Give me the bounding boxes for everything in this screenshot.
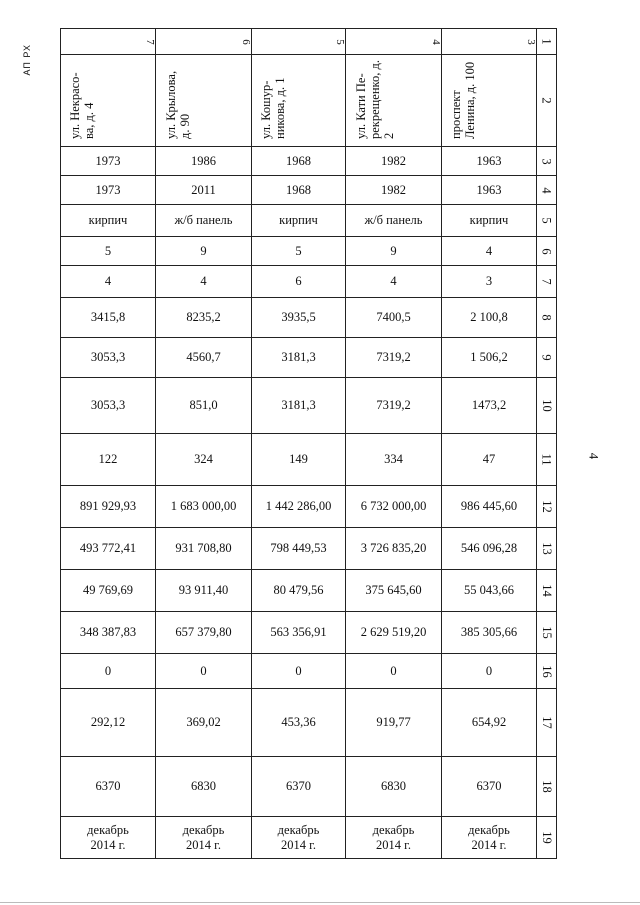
table-cell: декабрь 2014 г. bbox=[156, 817, 252, 859]
row-number bbox=[537, 612, 557, 654]
row-number-label: 6 bbox=[540, 247, 554, 255]
table-cell: 4 bbox=[442, 237, 537, 266]
row-number bbox=[537, 757, 557, 817]
table-cell: 324 bbox=[156, 434, 252, 486]
row-number-label: 1 bbox=[540, 38, 554, 45]
row-number-label: 10 bbox=[540, 399, 554, 412]
column-number bbox=[252, 29, 346, 55]
table-cell: 1 506,2 bbox=[442, 338, 537, 378]
table-cell: 3415,8 bbox=[61, 298, 156, 338]
row-number bbox=[537, 205, 557, 237]
table-row bbox=[61, 757, 557, 817]
column-number-label: 7 bbox=[143, 39, 156, 45]
table-cell: 4560,7 bbox=[156, 338, 252, 378]
table-cell: 453,36 bbox=[252, 689, 346, 757]
table-cell: 1986 bbox=[156, 147, 252, 176]
row-number bbox=[537, 486, 557, 528]
table-row bbox=[61, 486, 557, 528]
row-number bbox=[537, 338, 557, 378]
table-cell: 891 929,93 bbox=[61, 486, 156, 528]
row-number bbox=[537, 55, 557, 147]
table-cell: 0 bbox=[346, 654, 442, 689]
row-number-label: 13 bbox=[540, 542, 554, 555]
column-number bbox=[442, 29, 537, 55]
table-cell: 3 726 835,20 bbox=[346, 528, 442, 570]
table-cell: 0 bbox=[61, 654, 156, 689]
table-cell: 1 442 286,00 bbox=[252, 486, 346, 528]
table-cell: 1963 bbox=[442, 147, 537, 176]
row-number-label: 12 bbox=[540, 500, 554, 513]
address-text: ул. Кати Пе-рекрещенко, д. 2 bbox=[353, 60, 396, 139]
table-cell: 2011 bbox=[156, 176, 252, 205]
column-number-label: 5 bbox=[333, 39, 346, 45]
table-cell: ж/б панель bbox=[156, 205, 252, 237]
row-number-label: 9 bbox=[540, 354, 554, 361]
address-cell bbox=[156, 55, 252, 147]
table-row bbox=[61, 654, 557, 689]
row-number bbox=[537, 654, 557, 689]
table-cell: 546 096,28 bbox=[442, 528, 537, 570]
table-cell: 493 772,41 bbox=[61, 528, 156, 570]
table-cell: декабрь 2014 г. bbox=[61, 817, 156, 859]
address-text: проспект Ленина, д. 100 bbox=[449, 61, 477, 139]
row-number-label: 11 bbox=[539, 453, 554, 466]
table-row bbox=[61, 55, 557, 147]
row-number bbox=[537, 298, 557, 338]
table-cell: 6370 bbox=[61, 757, 156, 817]
table-cell: 6370 bbox=[252, 757, 346, 817]
table-cell: 931 708,80 bbox=[156, 528, 252, 570]
table-cell: 1982 bbox=[346, 176, 442, 205]
table-row bbox=[61, 612, 557, 654]
row-number-label: 7 bbox=[540, 278, 554, 285]
table-cell: кирпич bbox=[61, 205, 156, 237]
table-row bbox=[61, 570, 557, 612]
table-cell: 3935,5 bbox=[252, 298, 346, 338]
table-cell: 654,92 bbox=[442, 689, 537, 757]
table-cell: 851,0 bbox=[156, 378, 252, 434]
table-cell: 1973 bbox=[61, 176, 156, 205]
page-edge-line bbox=[0, 902, 640, 903]
row-number-label: 18 bbox=[540, 780, 554, 793]
table-cell: 1973 bbox=[61, 147, 156, 176]
table-cell: 657 379,80 bbox=[156, 612, 252, 654]
table-cell: 122 bbox=[61, 434, 156, 486]
column-number bbox=[156, 29, 252, 55]
table-row bbox=[61, 147, 557, 176]
table-cell: 0 bbox=[442, 654, 537, 689]
table-cell: 55 043,66 bbox=[442, 570, 537, 612]
table-row bbox=[61, 378, 557, 434]
table-cell: 563 356,91 bbox=[252, 612, 346, 654]
table-cell: 1968 bbox=[252, 176, 346, 205]
table-cell: 375 645,60 bbox=[346, 570, 442, 612]
table-row bbox=[61, 266, 557, 298]
table-cell: кирпич bbox=[252, 205, 346, 237]
address-cell bbox=[442, 55, 537, 147]
table-cell: 6830 bbox=[346, 757, 442, 817]
table-cell: 3 bbox=[442, 266, 537, 298]
table-cell: декабрь 2014 г. bbox=[252, 817, 346, 859]
table-cell: 49 769,69 bbox=[61, 570, 156, 612]
page-number: 4 bbox=[586, 452, 602, 460]
table-cell: 1 683 000,00 bbox=[156, 486, 252, 528]
row-number bbox=[537, 570, 557, 612]
table-cell: 6 bbox=[252, 266, 346, 298]
row-number bbox=[537, 266, 557, 298]
table-cell: 6370 bbox=[442, 757, 537, 817]
table-row bbox=[61, 434, 557, 486]
table-cell: 986 445,60 bbox=[442, 486, 537, 528]
table-row bbox=[61, 298, 557, 338]
table-cell: 385 305,66 bbox=[442, 612, 537, 654]
row-number bbox=[537, 147, 557, 176]
table-row bbox=[61, 205, 557, 237]
column-number bbox=[346, 29, 442, 55]
address-cell bbox=[252, 55, 346, 147]
row-number bbox=[537, 689, 557, 757]
table-cell: 292,12 bbox=[61, 689, 156, 757]
table-cell: 1963 bbox=[442, 176, 537, 205]
row-number-label: 3 bbox=[540, 157, 554, 165]
table-cell: 4 bbox=[346, 266, 442, 298]
table-cell: 0 bbox=[156, 654, 252, 689]
column-number bbox=[61, 29, 156, 55]
row-number-label: 8 bbox=[540, 314, 554, 321]
row-number-label: 5 bbox=[540, 217, 554, 224]
table-row bbox=[61, 29, 557, 55]
table-cell: 4 bbox=[156, 266, 252, 298]
table-cell: ж/б панель bbox=[346, 205, 442, 237]
table-cell: декабрь 2014 г. bbox=[346, 817, 442, 859]
address-text: ул. Некрасо-ва, д. 4 bbox=[68, 72, 96, 139]
row-number-label: 4 bbox=[540, 186, 554, 194]
address-text: ул. Крылова, д. 90 bbox=[163, 70, 192, 139]
address-text: ул. Кошур-никова, д. 1 bbox=[258, 77, 287, 139]
table-cell: 9 bbox=[156, 237, 252, 266]
table-row bbox=[61, 237, 557, 266]
table-row bbox=[61, 528, 557, 570]
row-number-label: 19 bbox=[540, 831, 554, 844]
column-number-label: 3 bbox=[524, 39, 537, 45]
table-cell: 2 629 519,20 bbox=[346, 612, 442, 654]
column-number-label: 4 bbox=[429, 39, 442, 45]
table-cell: 4 bbox=[61, 266, 156, 298]
table-cell: 3053,3 bbox=[61, 338, 156, 378]
row-number-label: 15 bbox=[540, 626, 554, 639]
row-number bbox=[537, 237, 557, 266]
table-cell: 5 bbox=[61, 237, 156, 266]
table-row bbox=[61, 338, 557, 378]
row-number bbox=[537, 528, 557, 570]
table-row bbox=[61, 689, 557, 757]
row-number-label: 2 bbox=[540, 97, 554, 104]
row-number bbox=[537, 434, 557, 486]
table-cell: 1982 bbox=[346, 147, 442, 176]
table-cell: 80 479,56 bbox=[252, 570, 346, 612]
table-cell: 334 bbox=[346, 434, 442, 486]
table-cell: 8235,2 bbox=[156, 298, 252, 338]
table-cell: 3053,3 bbox=[61, 378, 156, 434]
table-cell: 3181,3 bbox=[252, 338, 346, 378]
table-cell: 47 bbox=[442, 434, 537, 486]
table-cell: 0 bbox=[252, 654, 346, 689]
address-cell bbox=[346, 55, 442, 147]
table-cell: 1473,2 bbox=[442, 378, 537, 434]
row-number bbox=[537, 378, 557, 434]
table-cell: 348 387,83 bbox=[61, 612, 156, 654]
table-cell: 2 100,8 bbox=[442, 298, 537, 338]
table-cell: 93 911,40 bbox=[156, 570, 252, 612]
row-number bbox=[537, 817, 557, 859]
row-number bbox=[537, 176, 557, 205]
table-cell: 5 bbox=[252, 237, 346, 266]
table-cell: 1968 bbox=[252, 147, 346, 176]
table-cell: кирпич bbox=[442, 205, 537, 237]
table-row bbox=[61, 817, 557, 859]
data-table bbox=[60, 28, 557, 859]
row-number-label: 14 bbox=[540, 584, 554, 597]
row-number bbox=[537, 29, 557, 55]
table-cell: 3181,3 bbox=[252, 378, 346, 434]
table-cell: 7400,5 bbox=[346, 298, 442, 338]
table-cell: декабрь 2014 г. bbox=[442, 817, 537, 859]
table-cell: 149 bbox=[252, 434, 346, 486]
table-cell: 798 449,53 bbox=[252, 528, 346, 570]
row-number-label: 16 bbox=[540, 664, 554, 678]
table-cell: 7319,2 bbox=[346, 378, 442, 434]
table-cell: 6 732 000,00 bbox=[346, 486, 442, 528]
archive-stamp: АП РХ bbox=[22, 44, 32, 76]
address-cell bbox=[61, 55, 156, 147]
table-row bbox=[61, 176, 557, 205]
column-number-label: 6 bbox=[239, 39, 252, 45]
table-cell: 369,02 bbox=[156, 689, 252, 757]
table-cell: 9 bbox=[346, 237, 442, 266]
table-cell: 6830 bbox=[156, 757, 252, 817]
table-cell: 7319,2 bbox=[346, 338, 442, 378]
row-number-label: 17 bbox=[540, 716, 554, 729]
table-cell: 919,77 bbox=[346, 689, 442, 757]
